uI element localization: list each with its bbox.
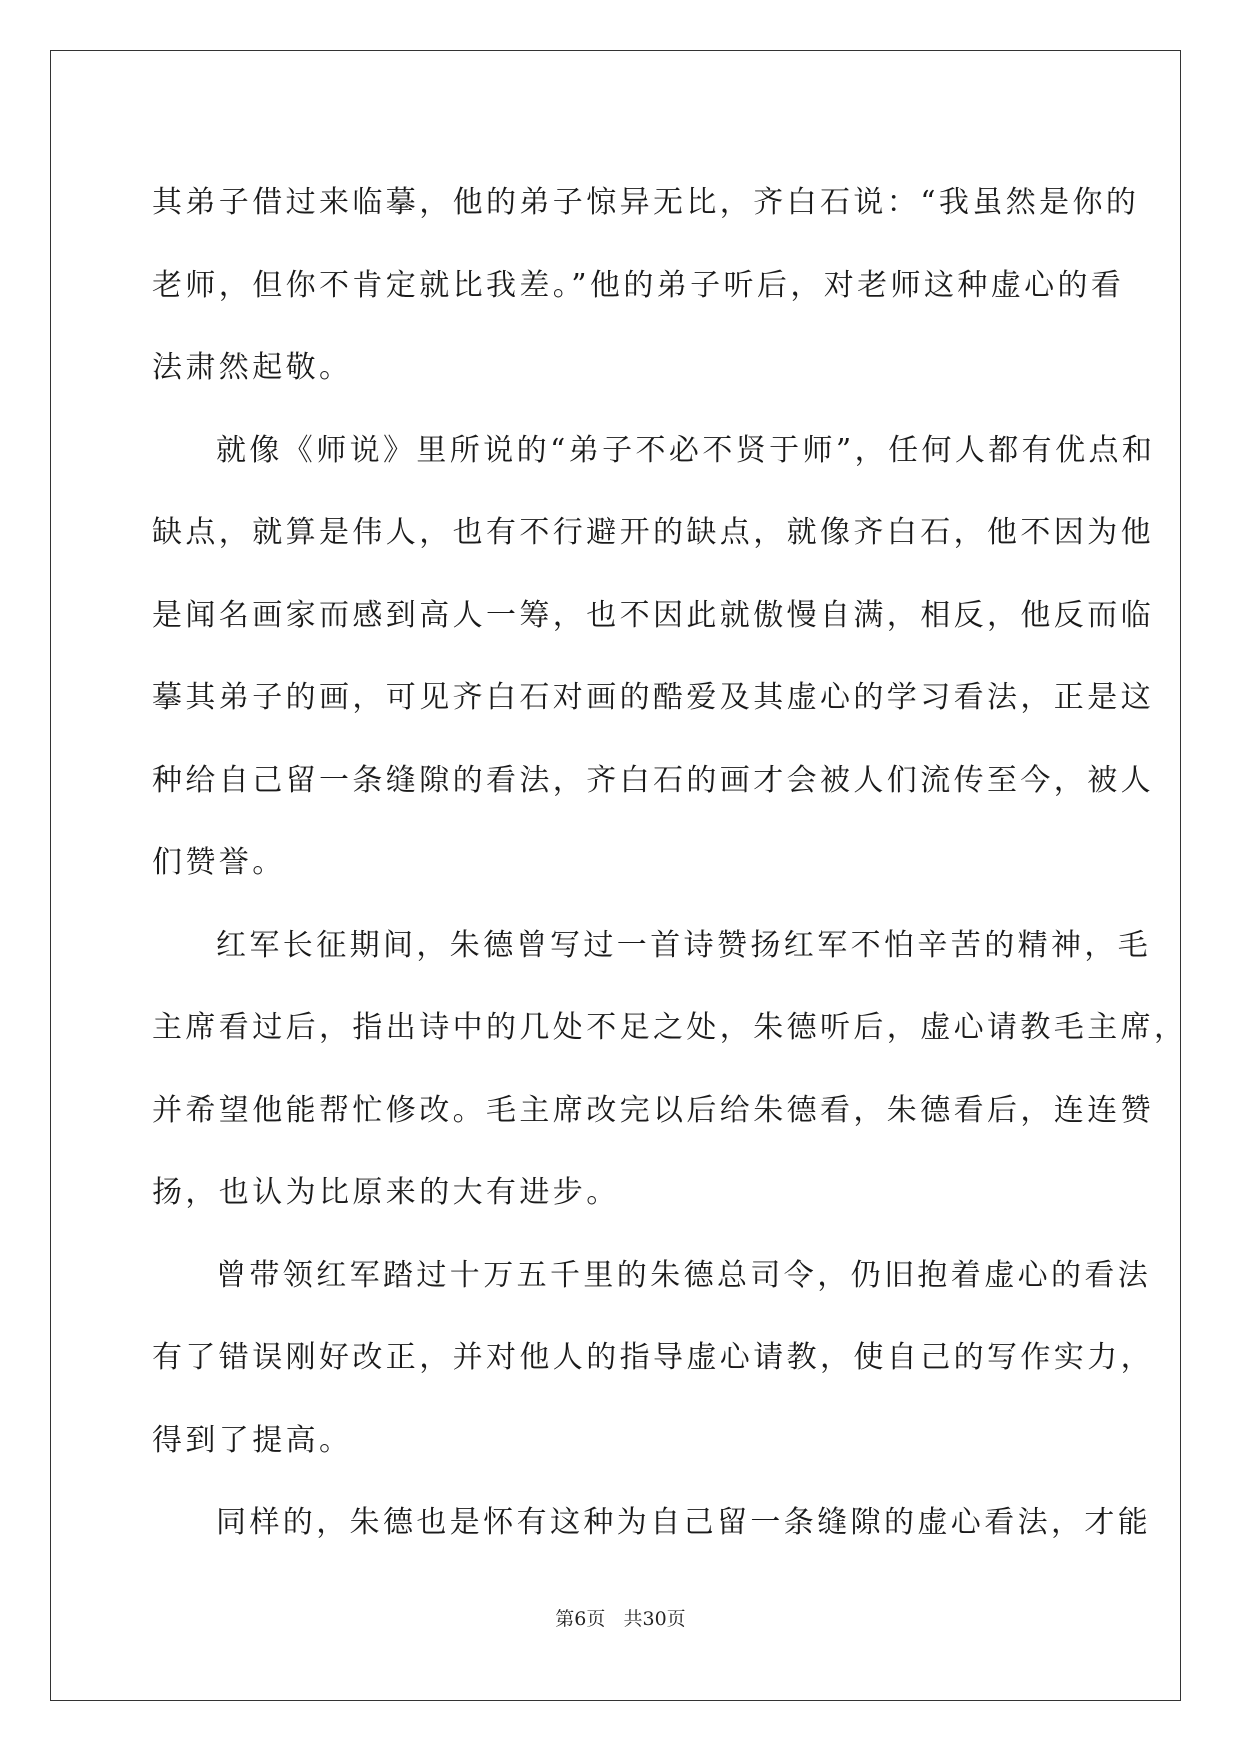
text-line: 红军长征期间，朱德曾写过一首诗赞扬红军不怕辛苦的精神，毛 bbox=[216, 927, 1152, 963]
text-line: 有了错误刚好改正，并对他人的指导虚心请教，使自己的写作实力， bbox=[152, 1340, 1154, 1375]
text-line: 同样的，朱德也是怀有这种为自己留一条缝隙的虚心看法，才能 bbox=[216, 1505, 1152, 1540]
document-body bbox=[152, 162, 1188, 1565]
paragraph-3 bbox=[152, 905, 1188, 1235]
text-line: 缺点，就算是伟人，也有不行避开的缺点，就像齐白石，他不因为他 bbox=[152, 515, 1154, 550]
text-line: 主席看过后，指出诗中的几处不足之处，朱德听后，虚心请教毛主席， bbox=[152, 1010, 1188, 1045]
text-line: 种给自己留一条缝隙的看法，齐白石的画才会被人们流传至今，被人 bbox=[152, 762, 1154, 798]
text-line: 扬，也认为比原来的大有进步。 bbox=[152, 1175, 620, 1210]
text-line: 是闻名画家而感到高人一筹，也不因此就傲慢自满，相反，他反而临 bbox=[152, 597, 1154, 633]
text-line: 们赞誉。 bbox=[152, 845, 286, 880]
text-line: 并希望他能帮忙修改。毛主席改完以后给朱德看，朱德看后，连连赞 bbox=[152, 1092, 1154, 1128]
text-line: 摹其弟子的画，可见齐白石对画的酷爱及其虚心的学习看法，正是这 bbox=[152, 680, 1154, 715]
text-line: 其弟子借过来临摹，他的弟子惊异无比，齐白石说：“我虽然是你的 bbox=[152, 185, 1140, 220]
text-line: 法肃然起敬。 bbox=[152, 350, 353, 385]
paragraph-1 bbox=[152, 162, 1140, 410]
paragraph-5 bbox=[152, 1482, 1152, 1565]
paragraph-2 bbox=[152, 410, 1156, 905]
text-line: 得到了提高。 bbox=[152, 1422, 353, 1458]
page-number: 第6页 共30页 bbox=[555, 1608, 686, 1630]
page-footer bbox=[0, 1604, 1241, 1631]
text-line: 就像《师说》里所说的“弟子不必不贤于师”，任何人都有优点和 bbox=[216, 432, 1156, 468]
text-line: 曾带领红军踏过十万五千里的朱德总司令，仍旧抱着虚心的看法 bbox=[216, 1257, 1152, 1293]
text-line: 老师，但你不肯定就比我差。”他的弟子听后，对老师这种虚心的看 bbox=[152, 267, 1125, 303]
paragraph-4 bbox=[152, 1235, 1154, 1483]
